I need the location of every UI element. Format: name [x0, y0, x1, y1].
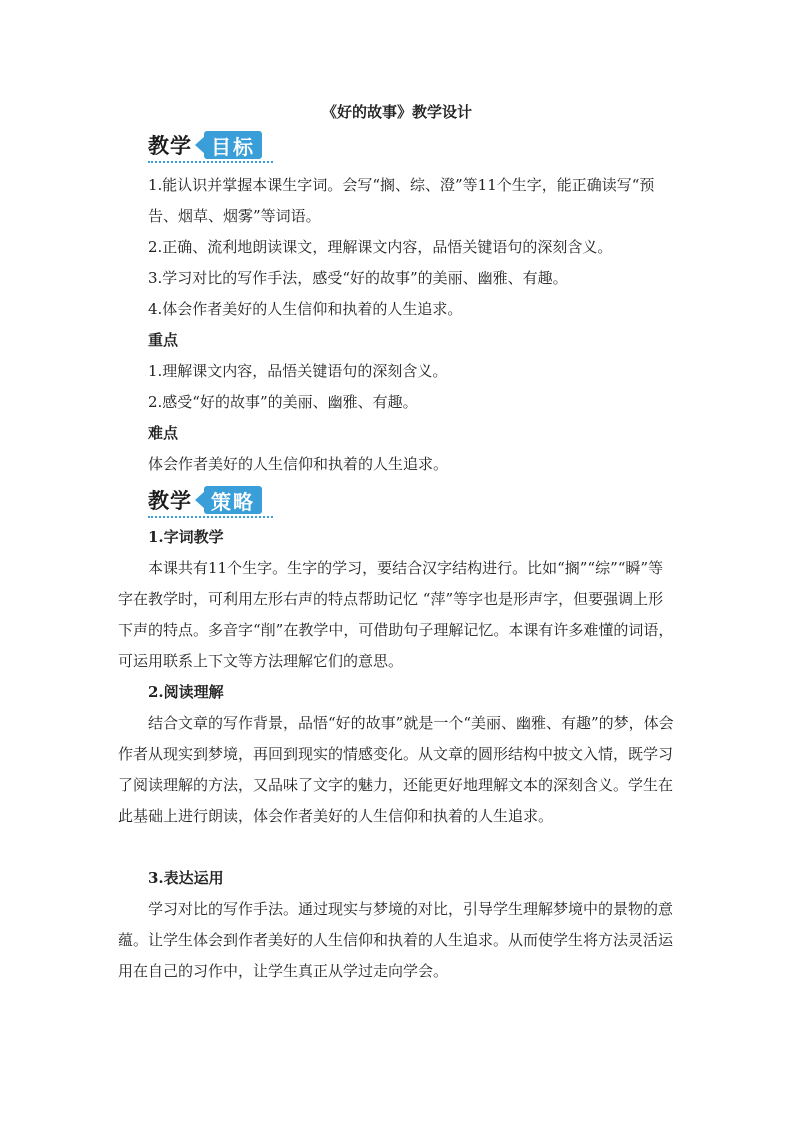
- strategy-2-text: 结合文章的写作背景，品悟“好的故事”就是一个“美丽、幽雅、有趣”的梦，体会作者从现实到梦境，再回到现实的情感变化。从文章的圆形结构中披文入情，既学习了阅读理解的方法，又品味了文字的魅力，还能更好地理解文本的深刻含义。学生在此基础上进行朗读，体会作者美好的人生信仰和执着的人生追求。: [118, 714, 674, 825]
- key-points-heading: 重点: [148, 331, 179, 349]
- document-title: 《好的故事》教学设计: [321, 103, 472, 121]
- strategy-3-heading: 3.表达运用: [148, 869, 224, 887]
- strategy-header-tag-text: 策略: [211, 489, 255, 514]
- goals-header-underline: [148, 161, 273, 163]
- goals-header-tag-text: 目标: [211, 134, 255, 159]
- strategy-1-text: 本课共有11个生字。生字的学习，要结合汉字结构进行。比如“搁”“综”“瞬”等字在教学时，可利用左形右声的特点帮助记忆 “萍”等字也是形声字，但要强调上形下声的特点。多音字“削”在教学中，可借助句子理解记忆。本课有许多难懂的词语，可运用联系上下文等方法理解它们的意思。: [118, 559, 674, 670]
- goal-item-2: 2.正确、流利地朗读课文，理解课文内容，品悟关键语句的深刻含义。: [148, 238, 613, 256]
- strategy-1-heading: 1.字词教学: [148, 528, 224, 546]
- key-point-2: 2.感受“好的故事”的美丽、幽雅、有趣。: [148, 393, 418, 411]
- difficult-points-heading: 难点: [148, 424, 179, 442]
- goal-item-4: 4.体会作者美好的人生信仰和执着的人生追求。: [148, 300, 463, 318]
- strategy-header-left: 教学: [148, 489, 192, 513]
- goals-section-header: [148, 128, 262, 162]
- goal-item-1: 1.能认识并掌握本课生字词。会写“搁、综、澄”等11个生字，能正确读写“预告、烟草、烟雾”等词语。: [148, 176, 655, 225]
- goal-item-3: 3.学习对比的写作手法，感受“好的故事”的美丽、幽雅、有趣。: [148, 269, 568, 287]
- goals-header-left: 教学: [148, 134, 192, 158]
- strategy-3-text: 学习对比的写作手法。通过现实与梦境的对比，引导学生理解梦境中的景物的意蕴。让学生体会到作者美好的人生信仰和执着的人生追求。从而使学生将方法灵活运用在自己的习作中，让学生真正从学过走向学会。: [118, 900, 674, 980]
- strategy-2-heading: 2.阅读理解: [148, 683, 224, 701]
- goals-header-tag: [204, 131, 262, 159]
- strategy-header-underline: [148, 516, 273, 518]
- strategy-section-header: [148, 483, 262, 517]
- strategy-header-tag: [204, 486, 262, 514]
- difficult-point-text: 体会作者美好的人生信仰和执着的人生追求。: [148, 455, 449, 473]
- key-point-1: 1.理解课文内容，品悟关键语句的深刻含义。: [148, 362, 448, 380]
